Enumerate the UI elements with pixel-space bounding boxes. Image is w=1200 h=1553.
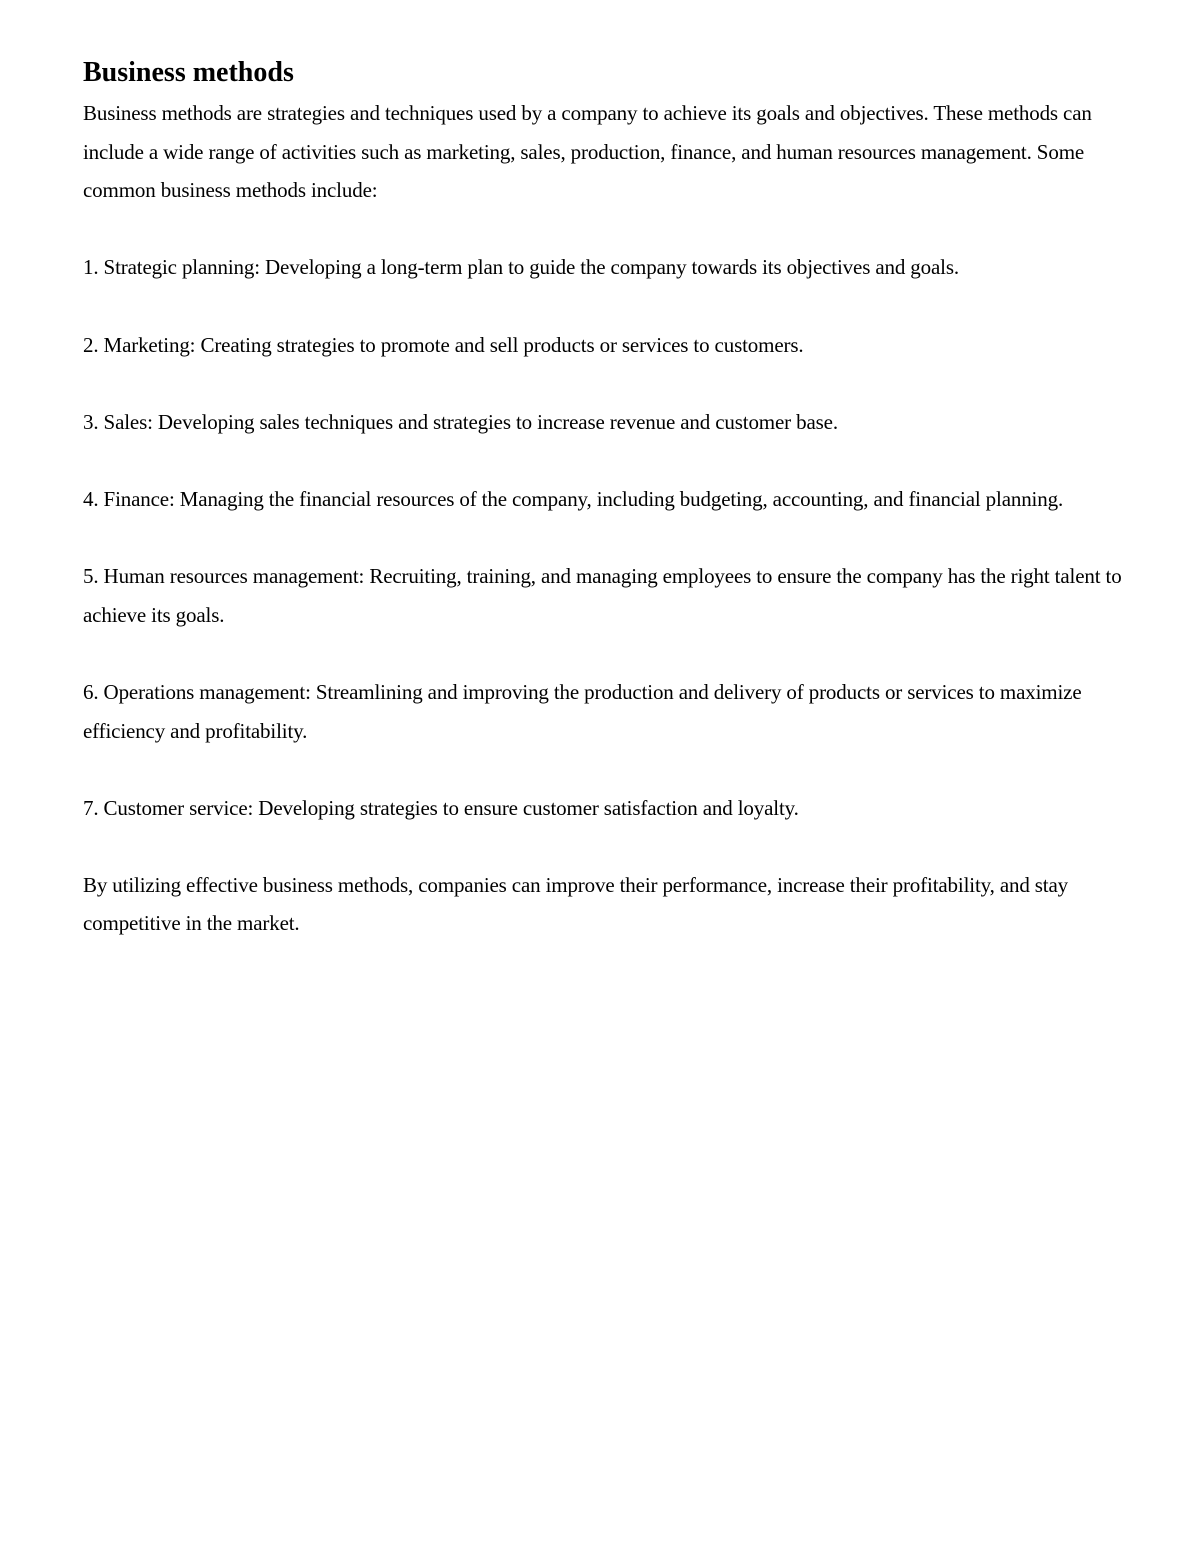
list-item-marketing: 2. Marketing: Creating strategies to promote and sell products or services to customers. [83, 332, 804, 357]
document-title: Business methods [83, 57, 294, 88]
intro-paragraph: Business methods are strategies and techniques used by a company to achieve its goals and objectives. These methods can include a wide range of activities such as marketing, sales, production, finance, and human resources management. Some common business methods include: [83, 101, 1092, 203]
list-item-finance: 4. Finance: Managing the financial resources of the company, including budgeting, accounting, and financial planning. [83, 486, 1064, 511]
list-item-sales: 3. Sales: Developing sales techniques and strategies to increase revenue and customer base. [83, 409, 838, 434]
list-item-strategic-planning: 1. Strategic planning: Developing a long-term plan to guide the company towards its objectives and goals. [83, 255, 959, 280]
list-item-operations: 6. Operations management: Streamlining and improving the production and delivery of products or services to maximize efficiency and profitability. [83, 679, 1082, 743]
list-item-customer-service: 7. Customer service: Developing strategies to ensure customer satisfaction and loyalty. [83, 795, 799, 820]
list-item-human-resources: 5. Human resources management: Recruiting, training, and managing employees to ensure the company has the right talent to achieve its goals. [83, 564, 1122, 627]
document-page [83, 54, 1143, 943]
conclusion-paragraph: By utilizing effective business methods, companies can improve their performance, increase their profitability, and stay competitive in the market. [83, 872, 1069, 936]
